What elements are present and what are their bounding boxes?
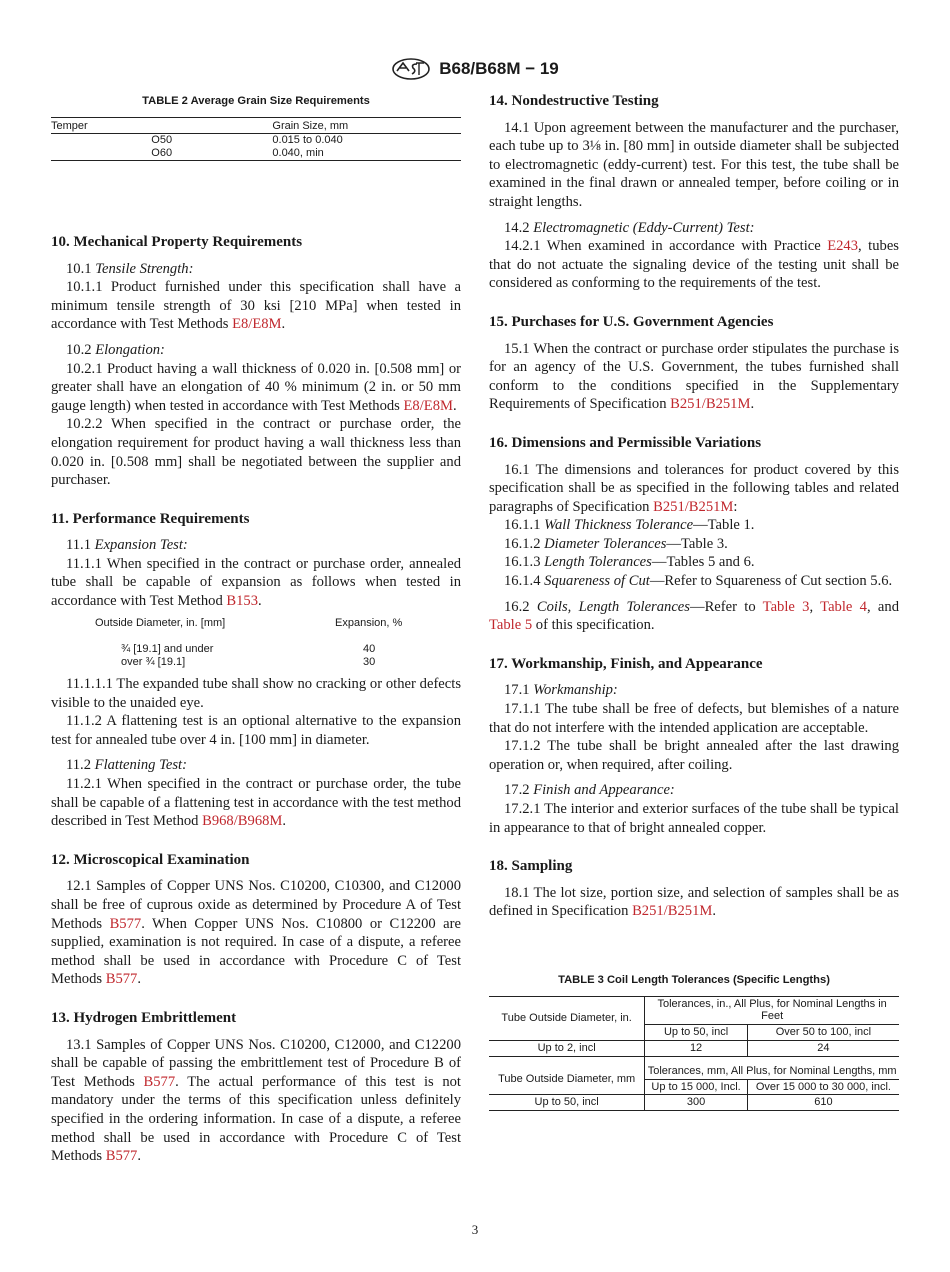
table2-cell: O60 [151,147,173,160]
ref-link[interactable]: B251/B251M [632,903,713,920]
section-14-title: 14. Nondestructive Testing [489,93,659,109]
section-15-title: 15. Purchases for U.S. Government Agencies [489,313,774,330]
paragraph-16-2: 16.2 Coils, Length Tolerances—Refer to Table 3, Table 4, and Table 5 of this specification. [489,598,900,634]
table3-cell: 610 [747,1095,899,1111]
table3-header-in: Tube Outside Diameter, in. [489,996,645,1040]
paragraph-18-1: 18.1 The lot size, portion size, and selection of samples shall be as defined in Specification B251/B251M. [489,884,899,920]
table-row [489,1040,899,1056]
paragraph-11-2-1: 11.2.1 When specified in the contract or purchase order, the tube shall be capable of a flattening test in accordance with the test method described in Test Method B968/B968M. [51,776,461,830]
paragraph-17-2-1: 17.2.1 The interior and exterior surfaces of the tube shall be typical in appearance to that of bright annealed copper. [489,801,899,836]
ref-link[interactable]: E8/E8M [232,316,282,333]
expansion-cell: ¾ [19.1] and under [121,643,214,656]
table-row [51,643,461,656]
table-row [51,656,461,669]
table3-sub-header: Over 15 000 to 30 000, incl. [747,1079,899,1095]
expansion-header-diameter: Outside Diameter, in. [mm] [95,616,226,629]
table3-sub-header: Over 50 to 100, incl [747,1025,899,1041]
expansion-cell: over ¾ [19.1] [121,656,186,669]
table3-cell: 12 [645,1040,748,1056]
paragraph-16-1-2: 16.1.2 Diameter Tolerances—Table 3. [504,535,728,552]
ref-link[interactable]: B968/B968M [202,813,283,830]
ref-link[interactable]: E243 [827,238,859,255]
expansion-header-percent: Expansion, % [335,616,403,629]
paragraph-12-1: 12.1 Samples of Copper UNS Nos. C10200, C10300, and C12000 shall be free of cuprous oxide as determined by Procedure A of Test Methods B577. When Copper UNS Nos. C10800 or C12200 are supplied, examination is not required. In case of a dispute, a referee method shall be used in accordance with Procedure C of Test Methods B577. [51,878,461,988]
table-row [489,1095,899,1111]
table3-sub-header: Up to 15 000, Incl. [645,1079,748,1095]
ref-link[interactable]: B153 [226,593,259,610]
table3-cell: 300 [645,1095,748,1111]
section-11-title: 11. Performance Requirements [51,510,250,527]
paragraph-17-1-2: 17.1.2 The tube shall be bright annealed after the last drawing operation or, when required, after coiling. [489,738,899,773]
ref-link[interactable]: B251/B251M [653,498,734,515]
section-13-title: 13. Hydrogen Embrittlement [51,1009,237,1026]
paragraph-11-1-2: 11.1.2 A flattening test is an optional alternative to the expansion test for annealed tube over 4 in. [100 mm] in diameter. [51,713,461,748]
paragraph-16-1: 16.1 The dimensions and tolerances for product covered by this specification shall be as specified in the following tables and related paragraphs of Specification B251/B251M: [489,461,899,515]
paragraph-10-2: 10.2 Elongation: [66,341,165,358]
paragraph-17-1-1: 17.1.1 The tube shall be free of defects, but blemishes of a nature that do not interfere with the intended application are acceptable. [489,701,899,736]
table3-tol-header-in: Tolerances, in., All Plus, for Nominal Lengths in Feet [645,996,899,1025]
table2-header-grain-size: Grain Size, mm [272,117,461,134]
paragraph-11-1-1: 11.1.1 When specified in the contract or purchase order, annealed tube shall be capable of expansion as follows when tested in accordance with Test Method B153. [51,555,461,610]
table3-sub-header: Up to 50, incl [645,1025,748,1041]
page-header [0,58,950,80]
ref-link[interactable]: Table 5 [489,617,533,634]
section-18-title: 18. Sampling [489,858,573,875]
ref-link[interactable]: Table 3 [762,598,810,615]
ref-link[interactable]: Table 4 [820,598,867,615]
table3-cell: 24 [747,1040,899,1056]
table3-tol-header-mm: Tolerances, mm, All Plus, for Nominal Lengths, mm [645,1056,899,1079]
page-number: 3 [471,1222,479,1237]
paragraph-13-1: 13.1 Samples of Copper UNS Nos. C10200, C12000, and C12200 shall be capable of passing the embrittlement test of Procedure B of Test Methods B577. The actual performance of this test is not mandatory under the terms of this specification unless definitely specified in the ordering information. In case of a dispute, a referee method shall be used in accordance with Procedure C of Test Methods B577. [51,1036,461,1165]
ref-link[interactable]: E8/E8M [403,397,453,414]
paragraph-16-1-1: 16.1.1 Wall Thickness Tolerance—Table 1. [504,517,755,534]
expansion-table [51,617,461,669]
table2-header-temper: Temper [51,117,272,134]
paragraph-11-2: 11.2 Flattening Test: [66,757,187,774]
ref-link[interactable]: B577 [143,1073,176,1090]
section-10-title: 10. Mechanical Property Requirements [51,233,303,250]
astm-logo-icon [391,58,431,80]
paragraph-16-1-4: 16.1.4 Squareness of Cut—Refer to Squareness of Cut section 5.6. [504,573,893,590]
table3-caption: TABLE 3 Coil Length Tolerances (Specific Lengths) [558,973,830,986]
table2-cell: 0.015 to 0.040 [272,134,343,147]
table2 [51,117,461,161]
table2-cell: 0.040, min [272,147,324,160]
expansion-cell: 30 [363,656,376,669]
ref-link[interactable]: B577 [105,971,138,988]
ref-link[interactable]: B577 [109,915,142,932]
table3-cell: Up to 50, incl [534,1096,599,1109]
expansion-cell: 40 [363,643,376,656]
table3-header-mm: Tube Outside Diameter, mm [489,1056,645,1095]
section-16-title: 16. Dimensions and Permissible Variations [489,434,762,451]
ref-link[interactable]: B251/B251M [670,396,751,413]
right-column [489,92,899,1111]
paragraph-15-1: 15.1 When the contract or purchase order stipulates the purchase is for an agency of the U.S. Government, the tubes furnished shall conform to the conditions specified in the Supplementary Requirements of Specification B251/B251M. [489,340,899,413]
section-17-title: 17. Workmanship, Finish, and Appearance [489,655,763,672]
paragraph-11-1: 11.1 Expansion Test: [66,537,188,554]
ref-link[interactable]: B577 [105,1148,138,1165]
table3 [489,996,899,1112]
section-12-title: 12. Microscopical Examination [51,851,250,868]
document-code: B68/B68M − 19 [439,59,559,78]
table-row [51,147,461,160]
paragraph-10-1: 10.1 Tensile Strength: [66,260,194,277]
paragraph-16-1-3: 16.1.3 Length Tolerances—Tables 5 and 6. [504,554,755,571]
paragraph-17-2: 17.2 Finish and Appearance: [504,782,675,799]
table-row [51,134,461,147]
paragraph-14-1: 14.1 Upon agreement between the manufacturer and the purchaser, each tube up to 3⅛ in. [80 mm] in outside diameter shall be subjected to electromagnetic (eddy-current) test. For this test, the tube shall be examined in the final drawn or annealed temper, before coiling or in straight lengths. [489,119,899,210]
paragraph-17-1: 17.1 Workmanship: [504,682,618,699]
paragraph-10-2-1: 10.2.1 Product having a wall thickness of 0.020 in. [0.508 mm] or greater shall have an elongation of 40 % minimum (2 in. or 50 mm gauge length) when tested in accordance with Test Methods E8/E8M. [51,360,461,414]
left-column [51,92,461,1166]
paragraph-14-2: 14.2 Electromagnetic (Eddy-Current) Test: [504,219,755,236]
paragraph-14-2-1: 14.2.1 When examined in accordance with Practice E243, tubes that do not actuate the signaling device of the testing unit shall be considered as conforming to the requirements of the test. [489,238,899,292]
table2-caption: TABLE 2 Average Grain Size Requirements [142,95,370,107]
paragraph-11-1-1-1: 11.1.1.1 The expanded tube shall show no cracking or other defects visible to the unaided eye. [51,676,461,711]
table3-cell: Up to 2, incl [537,1041,596,1054]
paragraph-10-2-2: 10.2.2 When specified in the contract or purchase order, the elongation requirement for product having a wall thickness less than 0.020 in. [0.508 mm] shall be negotiated between the supplier and purchaser. [51,416,461,489]
paragraph-10-1-1: 10.1.1 Product furnished under this specification shall have a minimum tensile strength of 30 ksi [210 MPa] when tested in accordance with Test Methods E8/E8M. [51,279,461,333]
table2-cell: O50 [151,134,173,147]
